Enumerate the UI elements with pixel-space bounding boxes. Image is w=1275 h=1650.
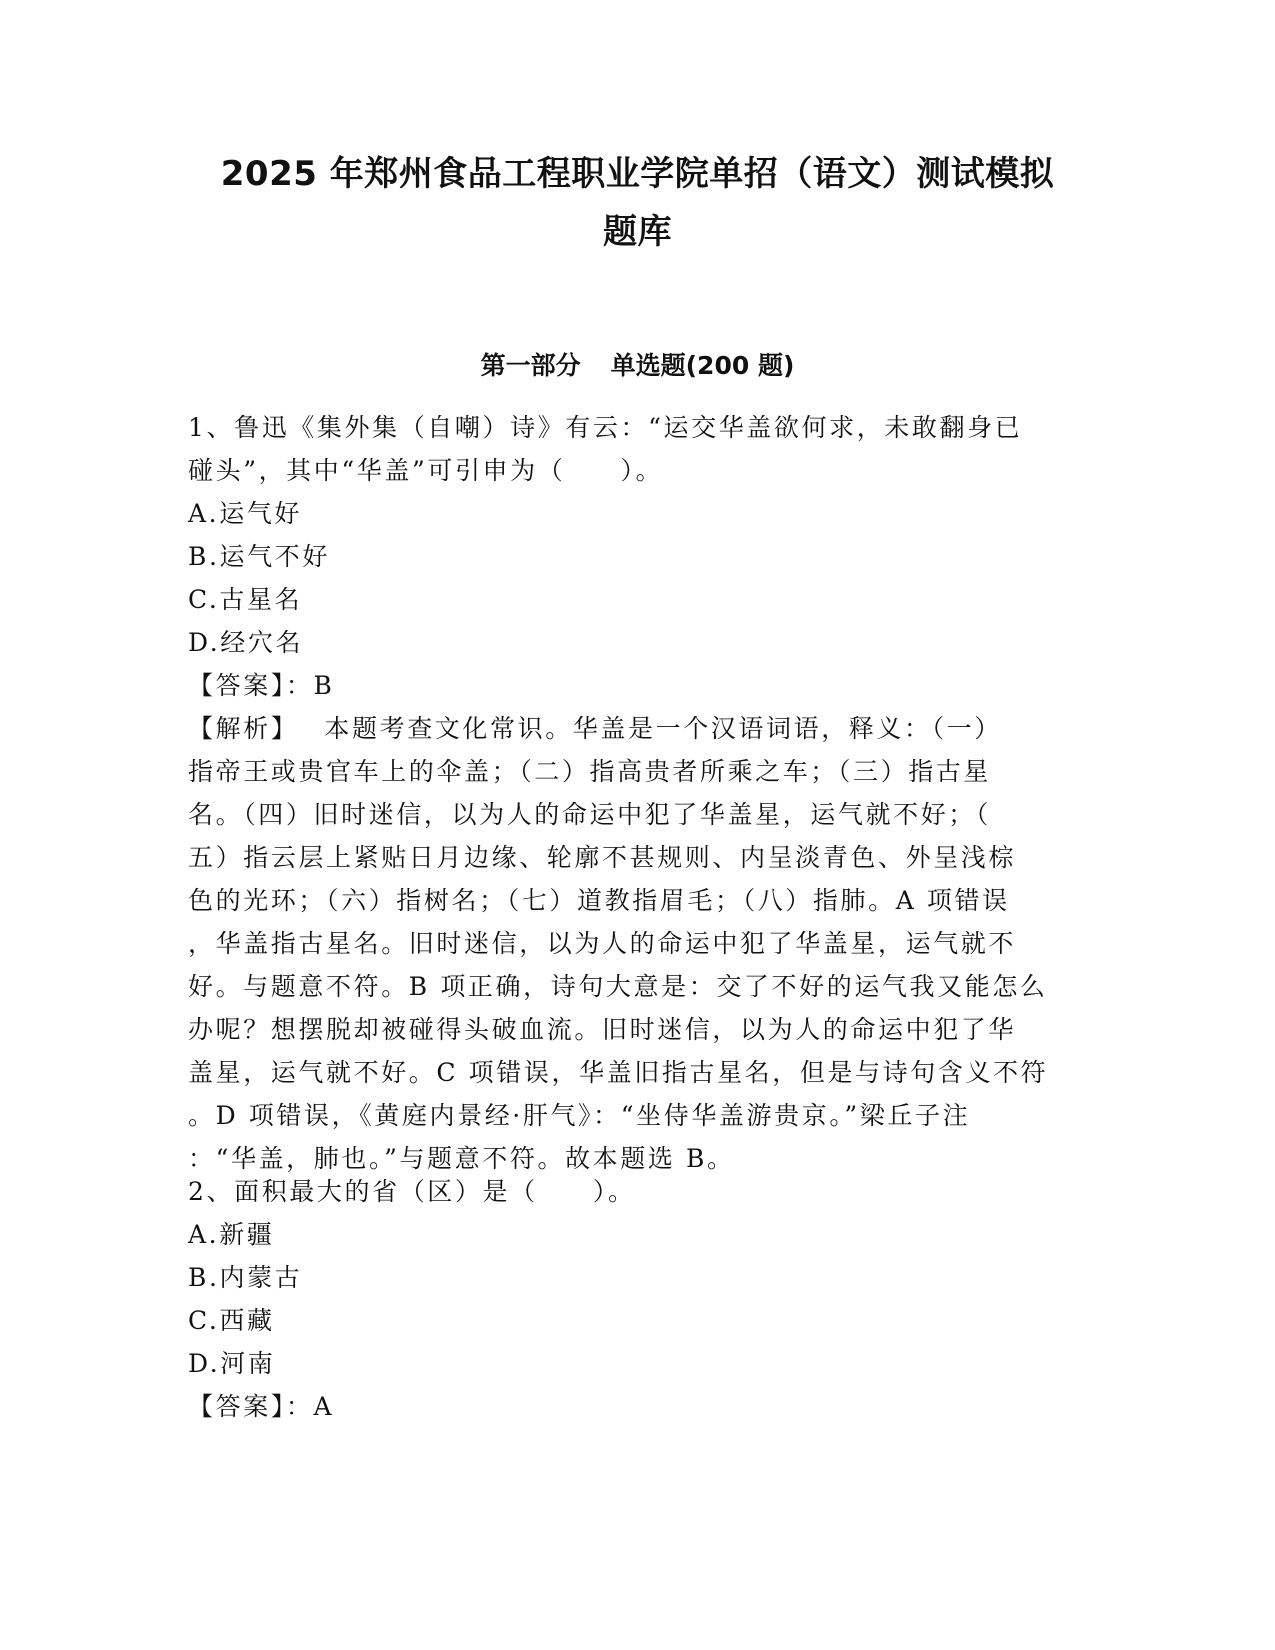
document-title — [120, 145, 1155, 261]
explanation-line: ，华盖指古星名。旧时迷信，以为人的命运中犯了华盖星，运气就不 — [188, 929, 1017, 958]
question-2 — [188, 1170, 1088, 1428]
option-d: D.经穴名 — [188, 628, 304, 657]
section-title: 单选题(200 题) — [610, 351, 795, 380]
question-stem-line: 1、鲁迅《集外集（自嘲）诗》有云：“运交华盖欲何求，未敢翻身已 — [188, 413, 1023, 442]
title-line-1: 2025 年郑州食品工程职业学院单招（语文）测试模拟 — [220, 154, 1055, 194]
answer-label: 【答案】： — [188, 1392, 314, 1421]
explanation-line: 五）指云层上紧贴日月边缘、轮廓不甚规则、内呈淡青色、外呈浅棕 — [188, 843, 1017, 872]
option-a: A.运气好 — [188, 499, 303, 528]
option-a: A.新疆 — [188, 1220, 275, 1249]
section-heading — [120, 346, 1155, 386]
explanation-line: 名。（四）旧时迷信，以为人的命运中犯了华盖星，运气就不好；（ — [188, 800, 992, 829]
explanation-line: 盖星，运气就不好。C 项错误，华盖旧指古星名，但是与诗句含义不符 — [188, 1058, 1049, 1087]
question-stem-line: 2、面积最大的省（区）是（ ）。 — [188, 1177, 636, 1206]
question-1 — [188, 406, 1088, 1180]
explanation-text: 本题考查文化常识。华盖是一个汉语词语，释义：（一） — [324, 714, 1002, 743]
answer-value: B — [313, 671, 335, 700]
explanation-line: 色的光环；（六）指树名；（七）道教指眉毛；（八）指肺。A 项错误 — [188, 886, 1010, 915]
option-d: D.河南 — [188, 1349, 276, 1378]
question-stem-line: 碰头”，其中“华盖”可引申为（ ）。 — [188, 456, 664, 485]
explanation-line: 好。与题意不符。B 项正确，诗句大意是：交了不好的运气我又能怎么 — [188, 972, 1048, 1001]
explanation-line: 指帝王或贵官车上的伞盖；（二）指高贵者所乘之车；（三）指古星 — [188, 757, 992, 786]
option-b: B.内蒙古 — [188, 1263, 303, 1292]
option-c: C.西藏 — [188, 1306, 275, 1335]
explanation-line: 办呢？想摆脱却被碰得头破血流。旧时迷信，以为人的命运中犯了华 — [188, 1015, 1017, 1044]
option-c: C.古星名 — [188, 585, 303, 614]
explanation-line: 。D 项错误，《黄庭内景经·肝气》：“坐侍华盖游贵京。”梁丘子注 — [188, 1101, 971, 1130]
explanation-line: ：“华盖，肺也。”与题意不符。故本题选 B。 — [188, 1144, 735, 1173]
explanation-label: 【解析】 — [188, 714, 299, 743]
answer-value: A — [313, 1392, 335, 1421]
title-line-2: 题库 — [603, 212, 672, 252]
answer-label: 【答案】： — [188, 671, 314, 700]
explanation-line — [188, 707, 1088, 750]
option-b: B.运气不好 — [188, 542, 330, 571]
answer-row — [188, 1385, 1088, 1428]
section-part: 第一部分 — [480, 351, 581, 380]
answer-row — [188, 664, 1088, 707]
